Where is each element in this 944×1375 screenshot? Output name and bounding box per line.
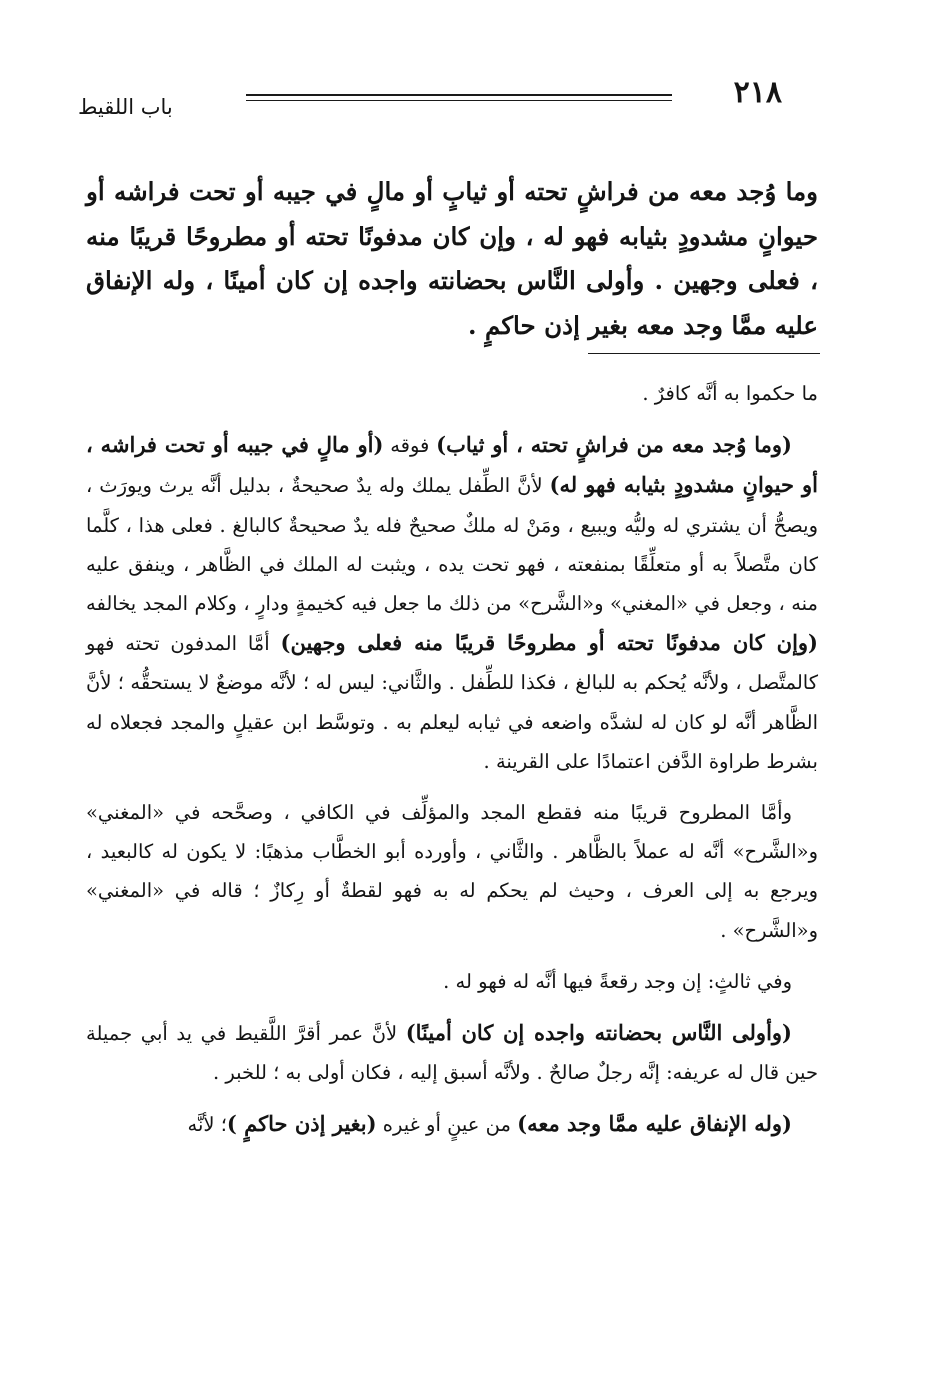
page-header: [78, 76, 782, 126]
quoted-matn: (وأولى النَّاس بحضانته واجده إن كان أمينًا): [405, 1020, 792, 1046]
commentary-paragraph: [86, 425, 818, 781]
commentary: [86, 374, 818, 1157]
commentary-paragraph-continuation: ما حكموا به أنَّه كافرٌ .: [642, 382, 818, 405]
commentary-paragraph: [86, 1013, 818, 1092]
commentary-text: لأنَّ الطِّفل يملك وله يدٌ صحيحةٌ ، بدليل أنَّه يرث ويورَث ، ويصحُّ أن يشتري له وليُّه ويبيع ، ومَنْ له ملكٌ صحيحٌ فله يدٌ صحيحةٌ كالبالغ . فعلى هذا ، كلَّما كان متَّصلاً به أو متعلِّقًا بمنفعته ، فهو تحت يده ، ويثبت له الملك في الظَّاهر ، وينفق عليه منه ، وجعل في «المغني» و«الشَّرح» من ذلك ما جعل فيه كخيمةٍ ودارٍ ، وكلام المجد يخالفه: [86, 474, 819, 616]
commentary-paragraph: وأمَّا المطروح قريبًا منه فقطع المجد والمؤلِّف في الكافي ، وصحَّحه في «المغني» و«الشَّرح» أنَّه له عملاً بالظَّاهر . والثَّاني ، وأورده أبو الخطَّاب مذهبًا: لا يكون له كالبعيد ، ويرجع به إلى العرف ، وحيث لم يحكم له به فهو لقطةٌ أو رِكازٌ ؛ قاله في «المغني» و«الشَّرح» .: [86, 801, 818, 942]
quoted-matn: (وما وُجد معه من فراشٍ تحته ، أو ثياب): [436, 432, 792, 458]
commentary-text: لأنَّ عمر أقرَّ اللَّقيط في يد أبي جميلة حين قال له عريفه: إنَّه رجلٌ صالحٌ . ولأنَّه أسبق إليه ، فكان أولى به ؛ للخبر .: [86, 1022, 818, 1085]
commentary-text: ؛ لأنَّه: [187, 1113, 227, 1137]
header-rule-thin: [246, 100, 672, 101]
quoted-matn: (بغير إذن حاكمٍ ): [226, 1111, 377, 1137]
commentary-text: فوقه: [383, 434, 437, 458]
chapter-title: باب اللقيط: [78, 95, 173, 119]
quoted-matn: (وإن كان مدفونًا تحته أو مطروحًا قريبًا منه فعلى وجهين): [280, 630, 818, 656]
commentary-text: أمَّا المدفون تحته فهو كالمتَّصل ، ولأنَّه يُحكم به للبالغ ، فكذا للطِّفل . والثَّاني: ليس له ؛ لأنَّه موضعٌ لا يستحقُّه ؛ لأنَّ الظَّاهر أنَّه لو كان له لشدَّه واضعه في ثيابه ليعلم به . وتوسَّط ابن عقيلٍ والمجد فجعلاه له بشرط طراوة الدَّفن اعتمادًا على القرينة .: [86, 632, 818, 773]
matn-divider: [588, 353, 820, 354]
quoted-matn: (أو مالٍ في جيبه أو تحت فراشه ، أو حيوانٍ مشدودٍ بثيابه فهو له): [86, 432, 818, 498]
page-number: ٢١٨: [733, 75, 782, 110]
matn-text: وما وُجد معه من فراشٍ تحته أو ثيابٍ أو مالٍ في جيبه أو تحت فراشه أو حيوانٍ مشدودٍ بثيابه فهو له ، وإن كان مدفونًا تحته أو مطروحًا قريبًا منه ، فعلى وجهين . وأولى النَّاس بحضانته واجده إن كان أمينًا ، وله الإنفاق عليه ممَّا وجد معه بغير إذن حاكمٍ .: [86, 177, 818, 340]
commentary-paragraph: وفي ثالثٍ: إن وجد رقعةً فيها أنَّه له فهو له .: [443, 969, 792, 993]
header-rule: [246, 94, 672, 96]
commentary-paragraph: [86, 1104, 818, 1144]
quoted-matn: (وله الإنفاق عليه ممَّا وجد معه): [517, 1111, 792, 1137]
commentary-text: من عينٍ أو غيره: [376, 1113, 518, 1137]
